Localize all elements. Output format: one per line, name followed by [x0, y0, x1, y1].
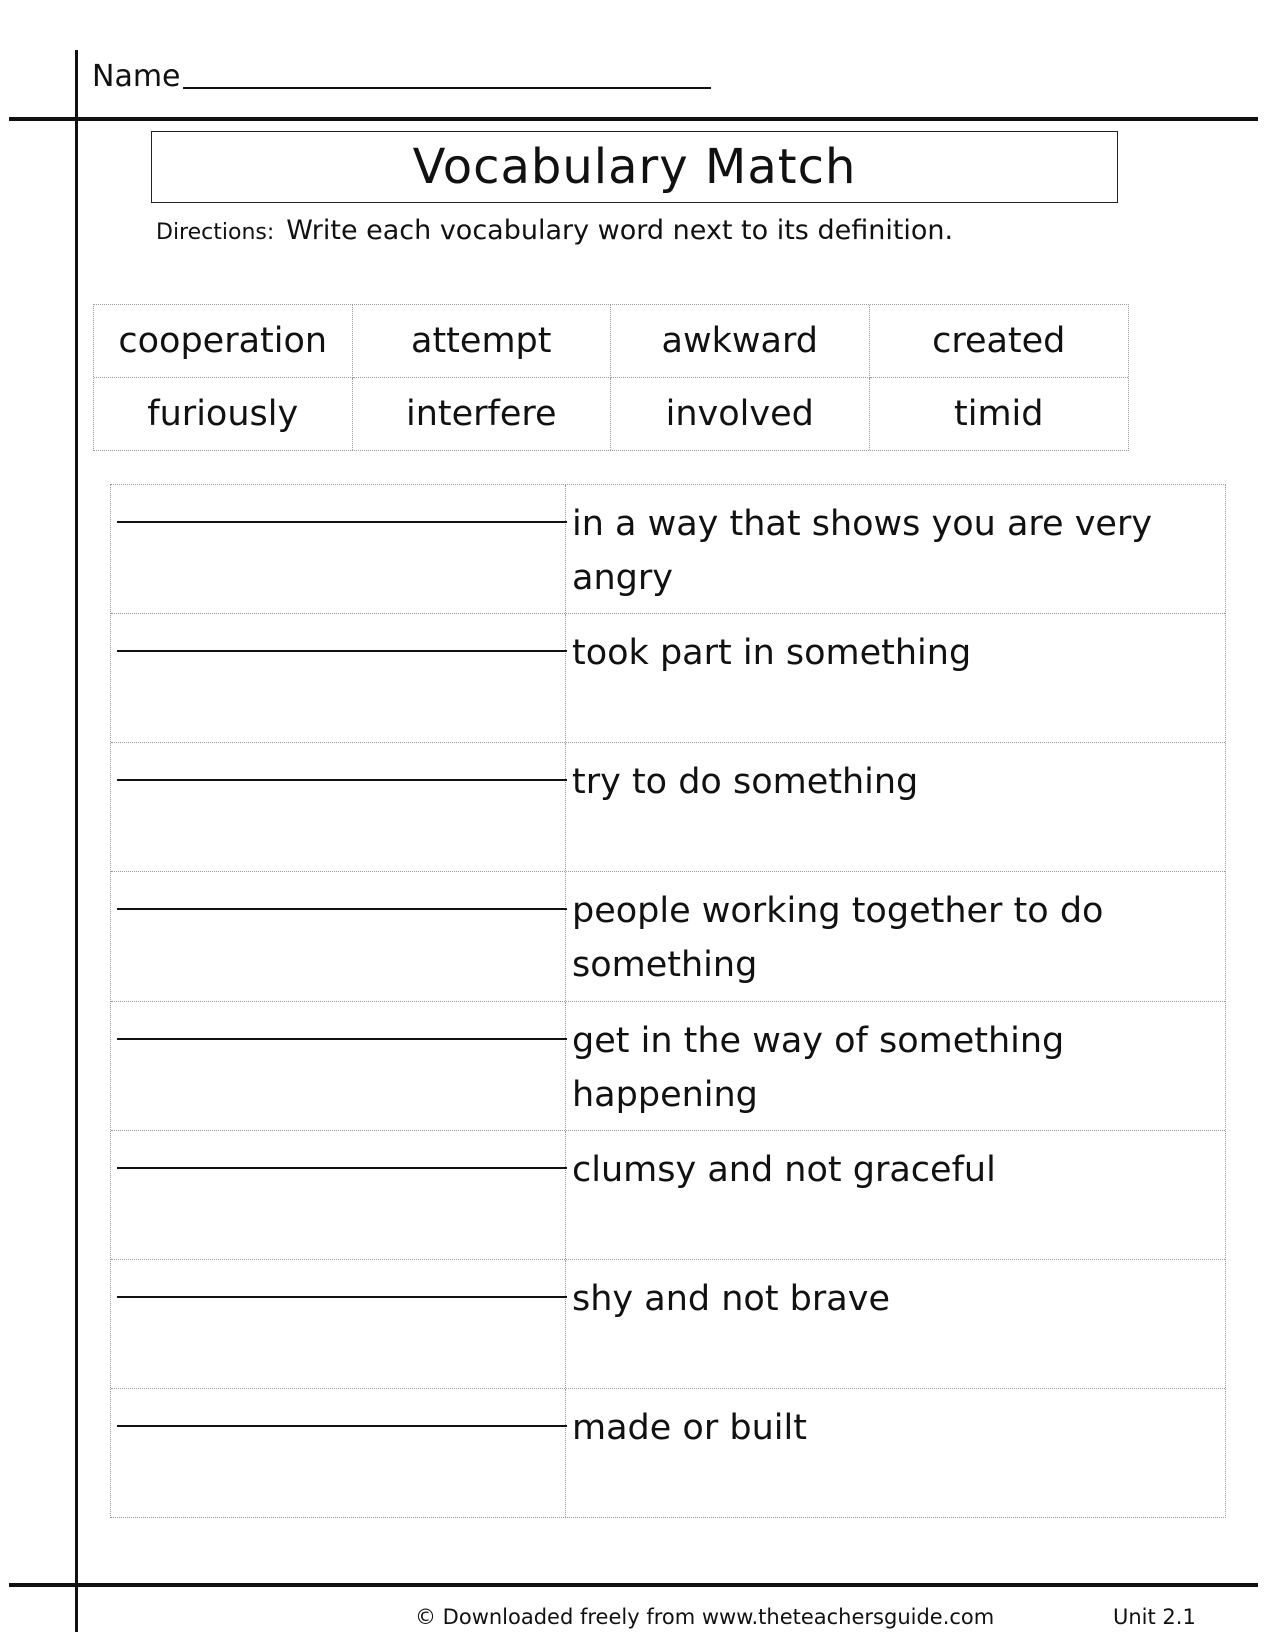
definition: shy and not brave — [572, 1278, 890, 1319]
answer-blank[interactable] — [117, 1038, 567, 1040]
match-row — [111, 485, 1225, 614]
page-title: Vocabulary Match — [412, 139, 857, 195]
definition: made or built — [572, 1407, 807, 1448]
match-row — [111, 872, 1225, 1001]
name-label: Name — [92, 59, 181, 94]
match-table — [110, 484, 1226, 1518]
answer-cell — [111, 614, 566, 742]
directions-label: Directions: — [156, 220, 275, 245]
answer-cell — [111, 485, 566, 613]
name-field[interactable] — [183, 87, 711, 89]
answer-cell — [111, 1389, 566, 1517]
answer-cell — [111, 1260, 566, 1388]
answer-cell — [111, 872, 566, 1000]
directions — [156, 215, 953, 246]
title-box — [151, 131, 1118, 203]
word-bank-item: cooperation — [94, 305, 353, 378]
answer-blank[interactable] — [117, 1425, 567, 1427]
word-bank-item: timid — [954, 393, 1044, 434]
word-bank-item: involved — [611, 378, 870, 451]
answer-blank[interactable] — [117, 1167, 567, 1169]
match-row — [111, 1131, 1225, 1260]
word-bank-item: interfere — [353, 378, 612, 451]
margin-line — [75, 50, 78, 1632]
word-bank-item: created — [870, 305, 1129, 378]
name-row — [92, 54, 711, 94]
footer-credit: © Downloaded freely from www.theteachersguide.com — [415, 1605, 995, 1629]
definition: took part in something — [572, 633, 972, 674]
word-bank-item: awkward — [611, 305, 870, 378]
definition: people working together to do something — [572, 891, 1104, 986]
word-bank-item: furiously — [94, 378, 353, 451]
definition: get in the way of something happening — [572, 1020, 1065, 1115]
definition: clumsy and not graceful — [572, 1149, 996, 1190]
definition: try to do something — [572, 762, 919, 803]
word-bank-item: attempt — [353, 305, 612, 378]
match-row — [111, 1260, 1225, 1389]
answer-cell — [111, 743, 566, 871]
directions-text: Write each vocabulary word next to its definition. — [286, 215, 954, 246]
answer-blank[interactable] — [117, 1296, 567, 1298]
answer-cell — [111, 1002, 566, 1130]
answer-blank[interactable] — [117, 908, 567, 910]
match-row — [111, 1389, 1225, 1517]
answer-blank[interactable] — [117, 650, 567, 652]
footer-unit: Unit 2.1 — [1113, 1605, 1196, 1629]
bottom-rule — [9, 1583, 1258, 1587]
top-rule — [9, 117, 1258, 121]
match-row — [111, 1002, 1225, 1131]
match-row — [111, 743, 1225, 872]
answer-blank[interactable] — [117, 521, 567, 523]
match-row — [111, 614, 1225, 743]
definition: in a way that shows you are very angry — [572, 504, 1153, 598]
word-bank — [93, 304, 1129, 451]
answer-blank[interactable] — [117, 779, 567, 781]
answer-cell — [111, 1131, 566, 1259]
